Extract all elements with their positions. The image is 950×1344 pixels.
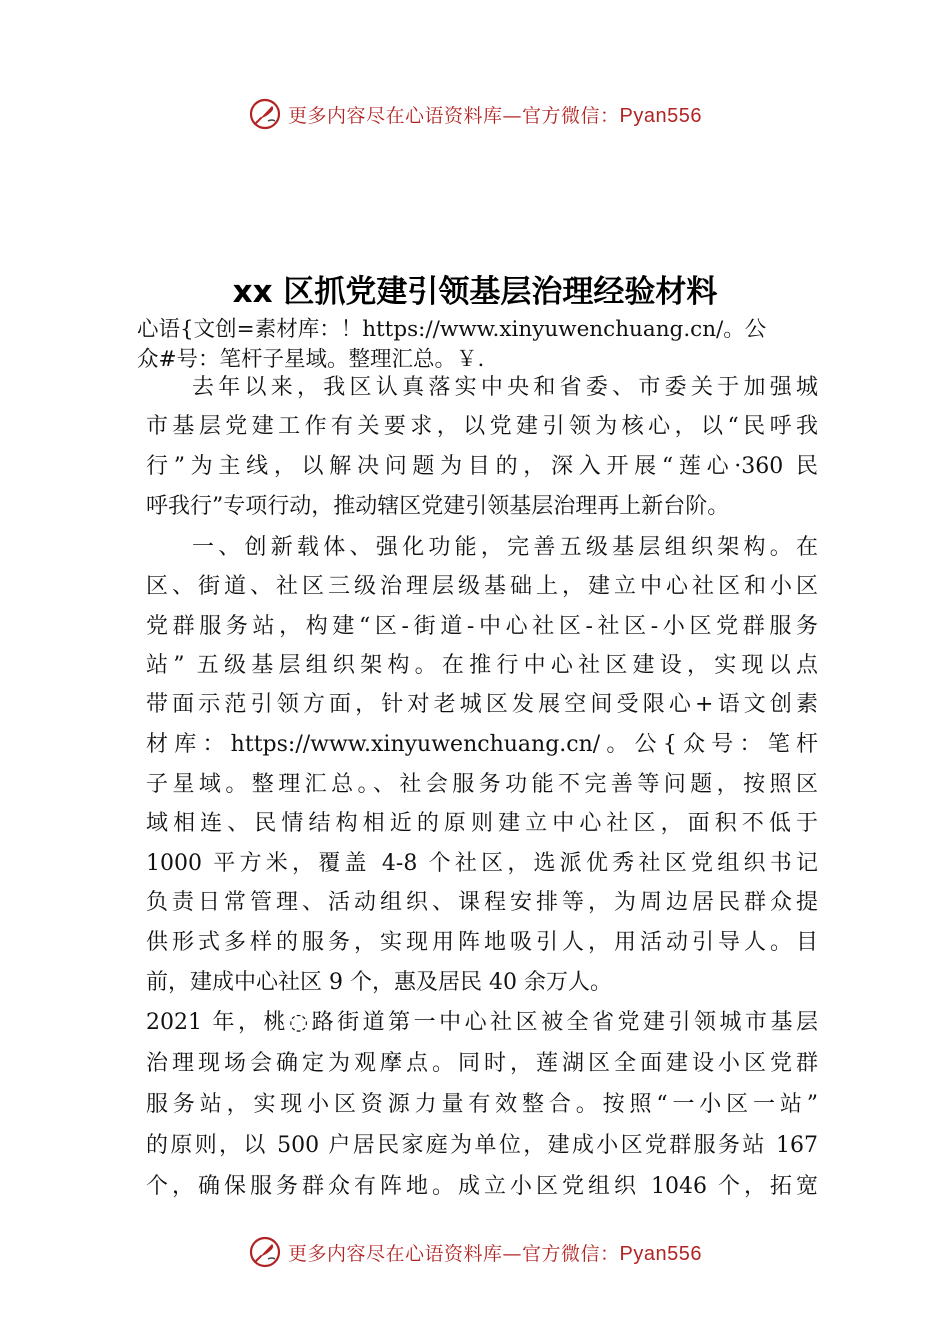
paragraph-line: 2021 年，桃◌路街道第一中心社区被全省党建引领城市基层 [146, 1010, 818, 1035]
paragraph-line: 站” 五级基层组织架构。在推行中心社区建设，实现以点 [146, 653, 818, 678]
paragraph-line: 负责日常管理、活动组织、课程安排等，为周边居民群众提 [146, 890, 818, 915]
document-title: xx 区抓党建引领基层治理经验材料 [232, 274, 718, 310]
paragraph-line: 的原则，以 500 户居民家庭为单位，建成小区党群服务站 167 [146, 1133, 818, 1158]
wechat-id: Pyan556 [619, 1242, 702, 1265]
paragraph-line: 服务站，实现小区资源力量有效整合。按照“一小区一站” [146, 1092, 818, 1117]
header-banner [0, 94, 950, 134]
paragraph-line: 市基层党建工作有关要求，以党建引领为核心，以“民呼我 [146, 414, 818, 439]
paragraph-line: 材库：https://www.xinyuwenchuang.cn/。公{众号：笔杆 [146, 732, 818, 757]
paragraph-line: 个，确保服务群众有阵地。成立小区党组织 1046 个，拓宽 [146, 1174, 818, 1199]
paragraph-line: 呼我行”专项行动，推动辖区党建引领基层治理再上新台阶。 [146, 494, 730, 519]
paragraph-line: 带面示范引领方面，针对老城区发展空间受限心+语文创素 [146, 692, 818, 717]
feather-pen-logo-icon [248, 97, 282, 131]
paragraph-line: 党群服务站，构建“区-街道-中心社区-社区-小区党群服务 [146, 614, 818, 639]
wechat-id: Pyan556 [619, 104, 702, 127]
paragraph-line: 供形式多样的服务，实现用阵地吸引人，用活动引导人。目 [146, 930, 818, 955]
paragraph-line: 前，建成中心社区 9 个，惠及居民 40 余万人。 [146, 970, 612, 995]
paragraph-line: 1000 平方米，覆盖 4-8 个社区，选派优秀社区党组织书记 [146, 851, 818, 876]
paragraph-line: 行”为主线，以解决问题为目的，深入开展“莲心·360 民 [146, 454, 818, 479]
banner-text: 更多内容尽在心语资料库—官方微信： [288, 104, 620, 127]
paragraph-line: 子星域。整理汇总。、社会服务功能不完善等问题，按照区 [146, 772, 818, 797]
source-line: 众#号：笔杆子星域。整理汇总。￥. [137, 347, 485, 372]
paragraph-line: 域相连、民情结构相近的原则建立中心社区，面积不低于 [146, 811, 818, 836]
footer-banner [0, 1232, 950, 1272]
paragraph-line: 区、街道、社区三级治理层级基础上，建立中心社区和小区 [146, 574, 818, 599]
paragraph-line: 一、创新载体、强化功能，完善五级基层组织架构。在 [192, 535, 818, 560]
feather-pen-logo-icon [248, 1235, 282, 1269]
paragraph-line: 去年以来，我区认真落实中央和省委、市委关于加强城 [192, 375, 818, 400]
paragraph-line: 治理现场会确定为观摩点。同时，莲湖区全面建设小区党群 [146, 1051, 818, 1076]
banner-text: 更多内容尽在心语资料库—官方微信： [288, 1242, 620, 1265]
source-line: 心语{文创=素材库：！https://www.xinyuwenchuang.cn/。公 [137, 317, 767, 342]
